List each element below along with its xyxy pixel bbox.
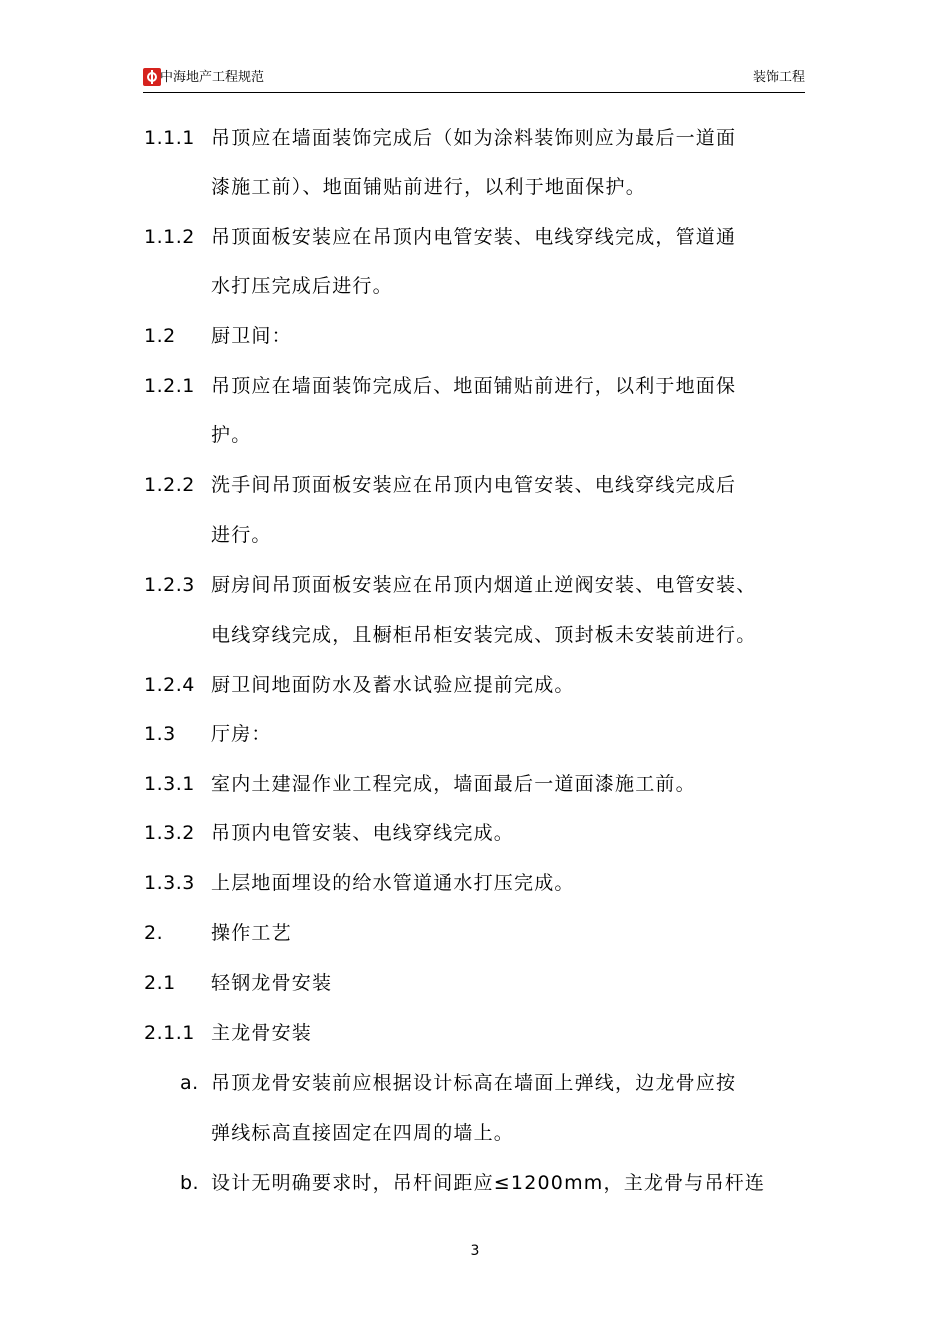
- paragraph-line: 水打压完成后进行。: [211, 275, 393, 297]
- page-header: [143, 66, 805, 90]
- paragraph-line: 吊顶面板安装应在吊顶内电管安装、电线穿线完成，管道通: [211, 226, 737, 248]
- item-number: 1.1.1: [144, 127, 195, 149]
- paragraph-line: 厨卫间地面防水及蓄水试验应提前完成。: [211, 674, 575, 696]
- section-heading: 厨卫间：: [211, 325, 292, 347]
- paragraph-line: 电线穿线完成，且橱柜吊柜安装完成、顶封板未安装前进行。: [211, 624, 757, 646]
- section-heading: 厅房：: [211, 723, 272, 745]
- paragraph-line: 厨房间吊顶面板安装应在吊顶内烟道止逆阀安装、电管安装、: [211, 574, 757, 596]
- item-number: 1.3: [144, 723, 176, 745]
- paragraph-line: 漆施工前）、地面铺贴前进行，以利于地面保护。: [211, 176, 646, 198]
- paragraph-line: 室内土建湿作业工程完成，墙面最后一道面漆施工前。: [211, 773, 696, 795]
- paragraph-line: 弹线标高直接固定在四周的墙上。: [211, 1122, 515, 1144]
- item-number: 1.2.2: [144, 474, 195, 496]
- item-number: 2.: [144, 922, 164, 944]
- section-heading: 轻钢龙骨安装: [211, 972, 333, 994]
- paragraph-line: 进行。: [211, 524, 272, 546]
- paragraph-line: 上层地面埋设的给水管道通水打压完成。: [211, 872, 575, 894]
- list-marker: a.: [180, 1072, 199, 1094]
- item-number: 1.2: [144, 325, 176, 347]
- section-heading: 操作工艺: [211, 922, 292, 944]
- header-section: 装饰工程: [752, 70, 805, 85]
- company-logo-icon: [143, 68, 161, 86]
- item-number: 1.2.4: [144, 674, 195, 696]
- item-number: 2.1: [144, 972, 176, 994]
- paragraph-line: 护。: [211, 424, 252, 446]
- section-heading: 主龙骨安装: [211, 1022, 313, 1044]
- item-number: 1.2.1: [144, 375, 195, 397]
- paragraph-line: 吊顶应在墙面装饰完成后（如为涂料装饰则应为最后一道面: [211, 127, 737, 149]
- paragraph-line: 吊顶应在墙面装饰完成后、地面铺贴前进行，以利于地面保: [211, 375, 737, 397]
- paragraph-line: 设计无明确要求时，吊杆间距应≤1200mm，主龙骨与吊杆连: [211, 1172, 766, 1194]
- item-number: 2.1.1: [144, 1022, 195, 1044]
- page-number: 3: [470, 1243, 480, 1259]
- item-number: 1.1.2: [144, 226, 195, 248]
- header-divider: [143, 92, 805, 93]
- item-number: 1.2.3: [144, 574, 195, 596]
- item-number: 1.3.1: [144, 773, 195, 795]
- header-title: 中海地产工程规范: [160, 70, 265, 85]
- paragraph-line: 吊顶内电管安装、电线穿线完成。: [211, 822, 515, 844]
- paragraph-line: 洗手间吊顶面板安装应在吊顶内电管安装、电线穿线完成后: [211, 474, 737, 496]
- list-marker: b.: [180, 1172, 200, 1194]
- item-number: 1.3.3: [144, 872, 195, 894]
- item-number: 1.3.2: [144, 822, 195, 844]
- paragraph-line: 吊顶龙骨安装前应根据设计标高在墙面上弹线，边龙骨应按: [211, 1072, 737, 1094]
